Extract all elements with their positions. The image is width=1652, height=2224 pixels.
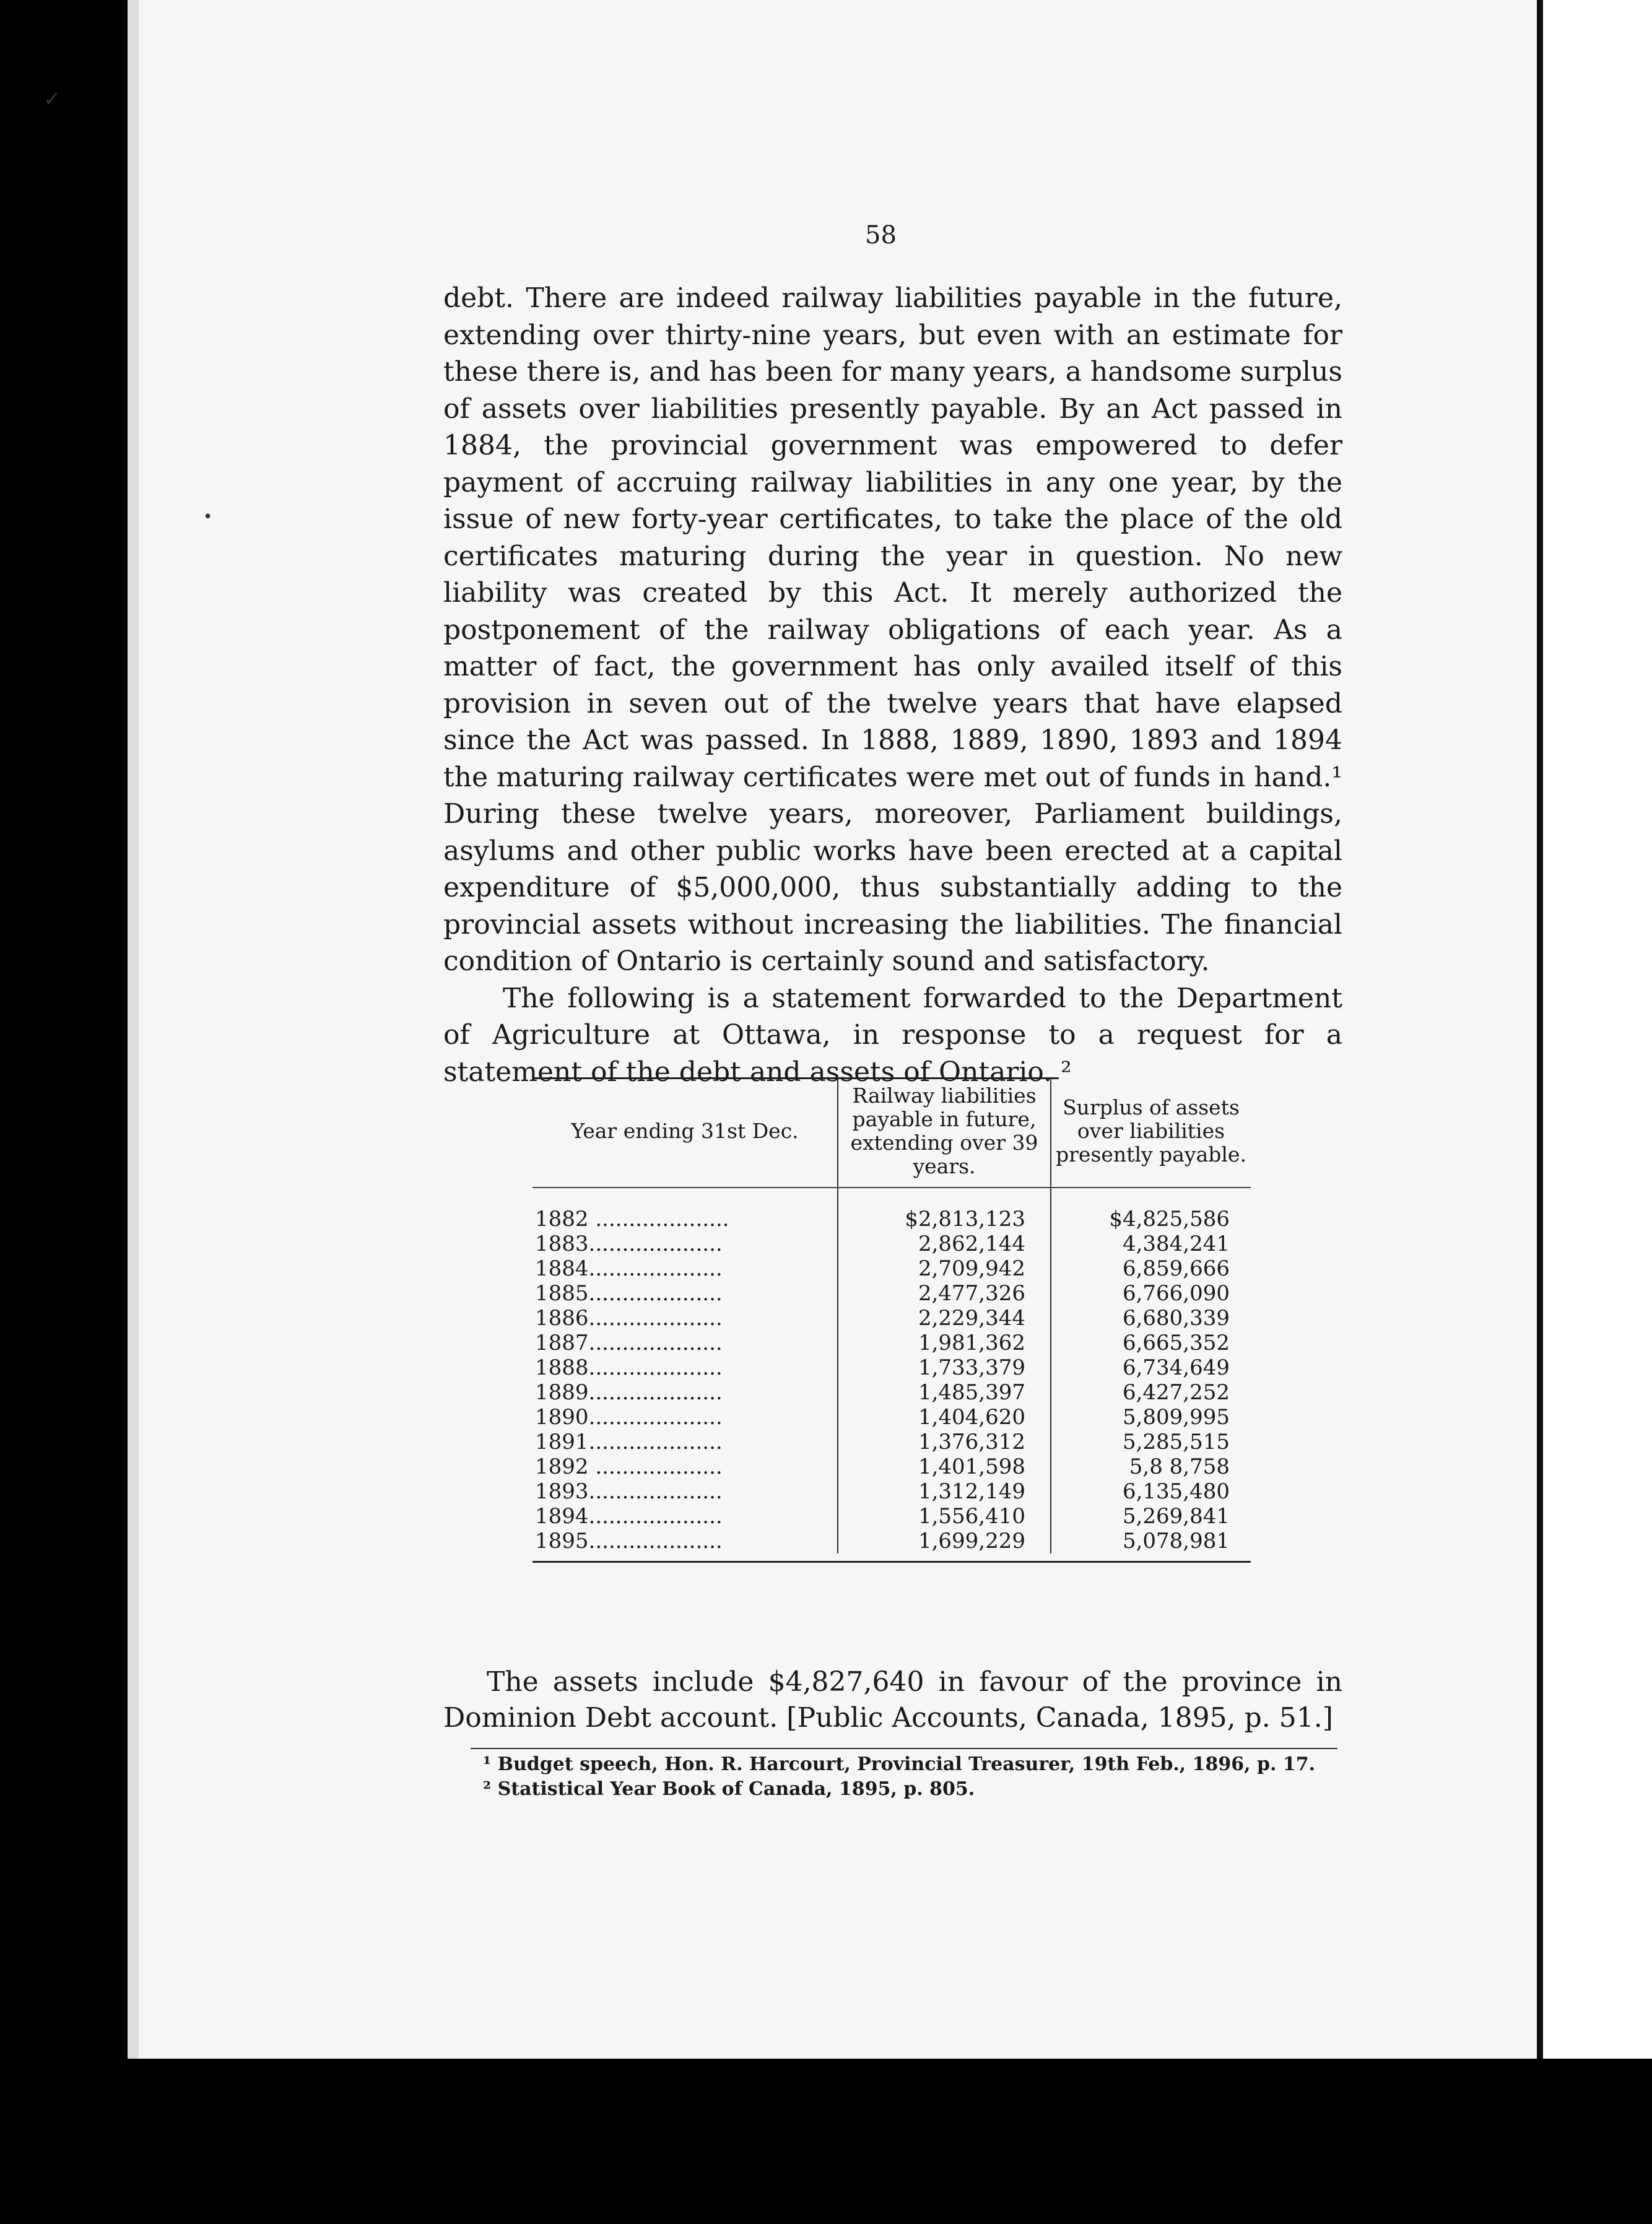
year-cell: 1894.................... — [535, 1504, 723, 1529]
paragraph-statement-intro: The following is a statement forwarded to the Department of Agriculture at Ottawa, in response to a request for a statement of the debt and assets of Ontario. ² — [443, 982, 1342, 1088]
table-row — [533, 1479, 1251, 1504]
table-row — [533, 1405, 1251, 1430]
debt-assets-table — [533, 1077, 1251, 1563]
surplus-cell: 6,135,480 — [1122, 1479, 1230, 1504]
railway-liability-cell: 2,862,144 — [838, 1231, 1051, 1256]
surplus-cell: 6,665,352 — [1122, 1331, 1230, 1355]
table-row — [533, 1355, 1251, 1380]
year-cell: 1883.................... — [535, 1231, 723, 1256]
scan-bottom-band — [0, 2059, 1652, 2224]
table-row — [533, 1231, 1251, 1256]
railway-liability-cell: 1,404,620 — [838, 1405, 1051, 1430]
year-cell: 1889.................... — [535, 1380, 723, 1405]
surplus-cell: 5,285,515 — [1122, 1430, 1230, 1454]
year-cell: 1890.................... — [535, 1405, 723, 1430]
table-row — [533, 1331, 1251, 1355]
assets-note-text: The assets include $4,827,640 in favour of the province in Dominion Debt account. [Public Accounts, Canada, 1895, p. 51.] — [443, 1666, 1342, 1734]
surplus-cell: 5,078,981 — [1122, 1529, 1230, 1553]
year-cell: 1892 ................... — [535, 1454, 723, 1479]
railway-liability-cell: 1,733,379 — [838, 1355, 1051, 1380]
railway-liability-cell: 2,229,344 — [838, 1306, 1051, 1331]
surplus-cell: $4,825,586 — [1109, 1207, 1230, 1231]
railway-liability-cell: 1,699,229 — [838, 1529, 1051, 1553]
year-cell: 1882 .................... — [535, 1207, 729, 1231]
table-row — [533, 1454, 1251, 1479]
table-row — [533, 1207, 1251, 1231]
railway-liability-cell: 1,556,410 — [838, 1504, 1051, 1529]
margin-dot: • — [203, 508, 213, 526]
footnote-rule — [471, 1748, 1337, 1749]
railway-liability-cell: 2,709,942 — [838, 1256, 1051, 1281]
railway-liability-cell: 1,485,397 — [838, 1380, 1051, 1405]
next-page-edge — [1537, 0, 1652, 2059]
railway-liability-cell: 1,981,362 — [838, 1331, 1051, 1355]
surplus-cell: 6,766,090 — [1122, 1281, 1230, 1306]
railway-liability-cell: $2,813,123 — [838, 1207, 1051, 1231]
surplus-cell: 5,809,995 — [1122, 1405, 1230, 1430]
assets-note — [443, 1664, 1342, 1736]
railway-liability-cell: 1,312,149 — [838, 1479, 1051, 1504]
footnote-1: ¹ Budget speech, Hon. R. Harcourt, Provincial Treasurer, 19th Feb., 1896, p. 17. — [483, 1753, 1316, 1775]
table-row — [533, 1504, 1251, 1529]
surplus-cell: 4,384,241 — [1122, 1231, 1230, 1256]
year-cell: 1885.................... — [535, 1281, 723, 1306]
page-number: 58 — [865, 221, 897, 250]
surplus-cell: 6,680,339 — [1122, 1306, 1230, 1331]
year-cell: 1895.................... — [535, 1529, 723, 1553]
surplus-cell: 6,734,649 — [1122, 1355, 1230, 1380]
paragraph-debt: debt. There are indeed railway liabilities payable in the future, extending over thirty-nine years, but even with an estimate for these there is, and has been for many years, a handsome surplus of assets over liabilities presently payable. By an Act passed in 1884, the provincial government was empowered to defer payment of accruing railway liabilities in any one year, by the issue of new forty-year certificates, to take the place of the old certificates maturing during the year in question. No new liability was created by this Act. It merely authorized the postponement of the railway obligations of each year. As a matter of fact, the government has only availed itself of this provision in seven out of the twelve years that have elapsed since the Act was passed. In 1888, 1889, 1890, 1893 and 1894 the maturing railway certificates were met out of funds in hand.¹ During these twelve years, moreover, Parliament buildings, asylums and other public works have been erected at a capital expenditure of $5,000,000, thus substantially adding to the provincial assets without increasing the liabilities. The financial condition of Ontario is certainly sound and satisfactory. — [443, 282, 1342, 977]
table-row — [533, 1529, 1251, 1553]
year-cell: 1884.................... — [535, 1256, 723, 1281]
header-surplus: Surplus of assets over liabilities presently payable. — [1051, 1079, 1251, 1188]
footnotes — [483, 1752, 1350, 1802]
year-cell: 1887.................... — [535, 1331, 723, 1355]
table-row — [533, 1306, 1251, 1331]
table-row — [533, 1380, 1251, 1405]
railway-liability-cell: 2,477,326 — [838, 1281, 1051, 1306]
table-row — [533, 1430, 1251, 1454]
header-railway-liabilities: Railway liabilities payable in future, extending over 39 years. — [838, 1079, 1051, 1188]
year-cell: 1888.................... — [535, 1355, 723, 1380]
surplus-cell: 6,427,252 — [1122, 1380, 1230, 1405]
surplus-cell: 5,269,841 — [1122, 1504, 1230, 1529]
year-cell: 1891.................... — [535, 1430, 723, 1454]
footnote-2: ² Statistical Year Book of Canada, 1895, p. 805. — [483, 1778, 975, 1800]
railway-liability-cell: 1,401,598 — [838, 1454, 1051, 1479]
surplus-cell: 6,859,666 — [1122, 1256, 1230, 1281]
year-cell: 1893.................... — [535, 1479, 723, 1504]
year-cell: 1886.................... — [535, 1306, 723, 1331]
surplus-cell: 5,8 8,758 — [1129, 1454, 1230, 1479]
table-row — [533, 1281, 1251, 1306]
railway-liability-cell: 1,376,312 — [838, 1430, 1051, 1454]
table-row — [533, 1256, 1251, 1281]
body-text — [443, 280, 1342, 1090]
header-year: Year ending 31st Dec. — [533, 1079, 838, 1188]
margin-tick-mark: ✓ — [43, 87, 61, 111]
table-bottom-rule — [533, 1561, 1251, 1563]
